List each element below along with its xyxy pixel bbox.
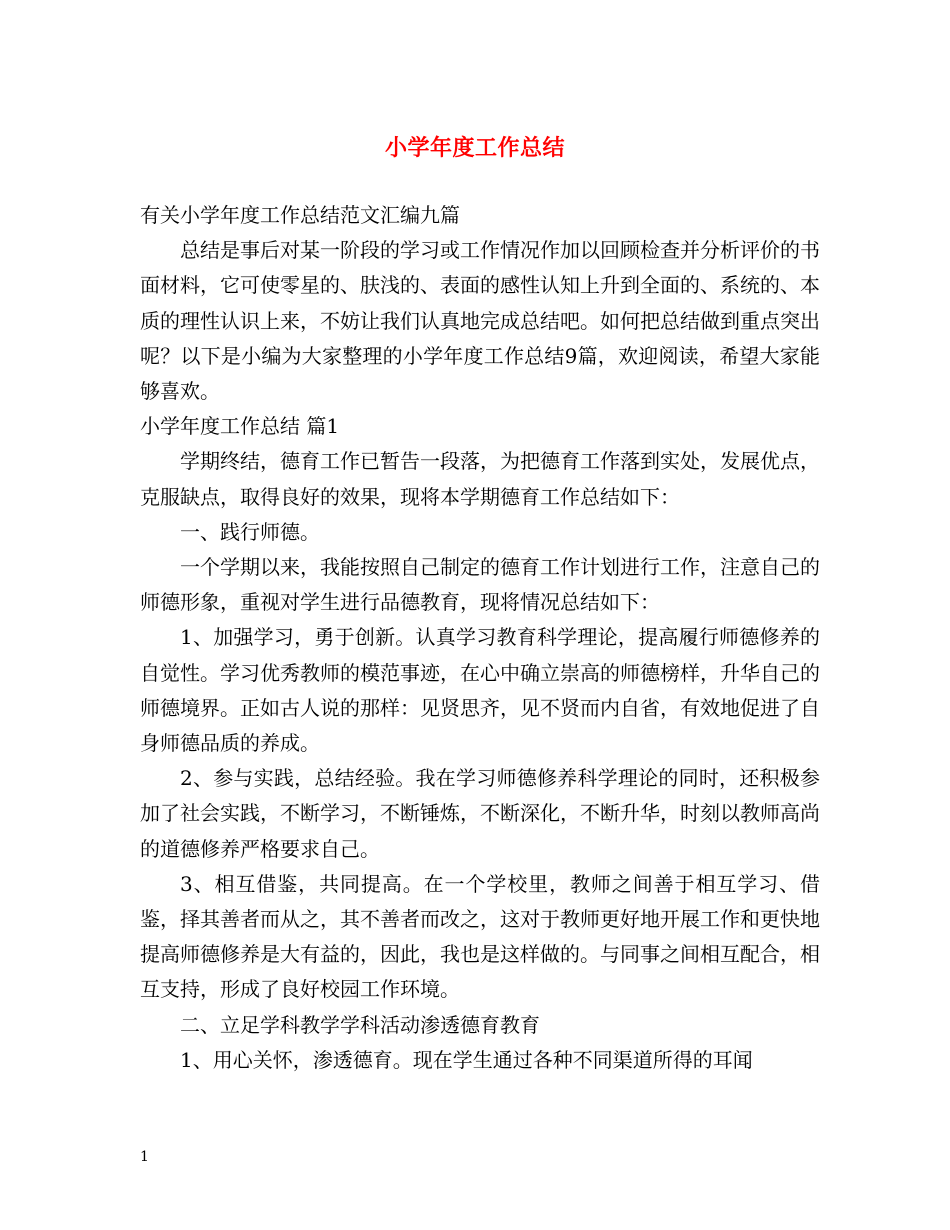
paragraph: 一、践行师德。 [180, 519, 320, 544]
paragraph: 2、参与实践，总结经验。我在学习师德修养科学理论的同时，还积极参加了社会实践，不断学习，不断锤炼，不断深化，不断升华，时刻以教师高尚的道德修养严格要求自己。 [140, 766, 820, 861]
document-body [140, 198, 820, 1078]
paragraph: 二、立足学科教学学科活动渗透德育教育 [180, 1012, 540, 1037]
paragraph: 总结是事后对某一阶段的学习或工作情况作加以回顾检查并分析评价的书面材料，它可使零星的、肤浅的、表面的感性认知上升到全面的、系统的、本质的理性认识上来，不妨让我们认真地完成总结吧。如何把总结做到重点突出呢？以下是小编为大家整理的小学年度工作总结9篇，欢迎阅读，希望大家能够喜欢。 [140, 238, 820, 404]
paragraph: 一个学期以来，我能按照自己制定的德育工作计划进行工作，注意自己的师德形象，重视对学生进行品德教育，现将情况总结如下： [140, 555, 820, 615]
page-number: 1 [140, 1149, 149, 1165]
document-title: 小学年度工作总结 [384, 135, 565, 161]
paragraph: 有关小学年度工作总结范文汇编九篇 [140, 203, 460, 227]
paragraph: 1、加强学习，勇于创新。认真学习教育科学理论，提高履行师德修养的自觉性。学习优秀教师的模范事迹，在心中确立崇高的师德榜样，升华自己的师德境界。正如古人说的那样：见贤思齐，见不贤而内自省，有效地促进了自身师德品质的养成。 [140, 625, 820, 756]
paragraph: 1、用心关怀，渗透德育。现在学生通过各种不同渠道所得的耳闻 [180, 1047, 753, 1072]
paragraph: 学期终结，德育工作已暂告一段落，为把德育工作落到实处，发展优点，克服缺点，取得良好的效果，现将本学期德育工作总结如下： [140, 449, 820, 509]
paragraph: 3、相互借鉴，共同提高。在一个学校里，教师之间善于相互学习、借鉴，择其善者而从之，其不善者而改之，这对于教师更好地开展工作和更快地提高师德修养是大有益的，因此，我也是这样做的。与同事之间相互配合，相互支持，形成了良好校园工作环境。 [140, 871, 820, 1002]
section-heading: 小学年度工作总结 篇1 [140, 414, 340, 439]
